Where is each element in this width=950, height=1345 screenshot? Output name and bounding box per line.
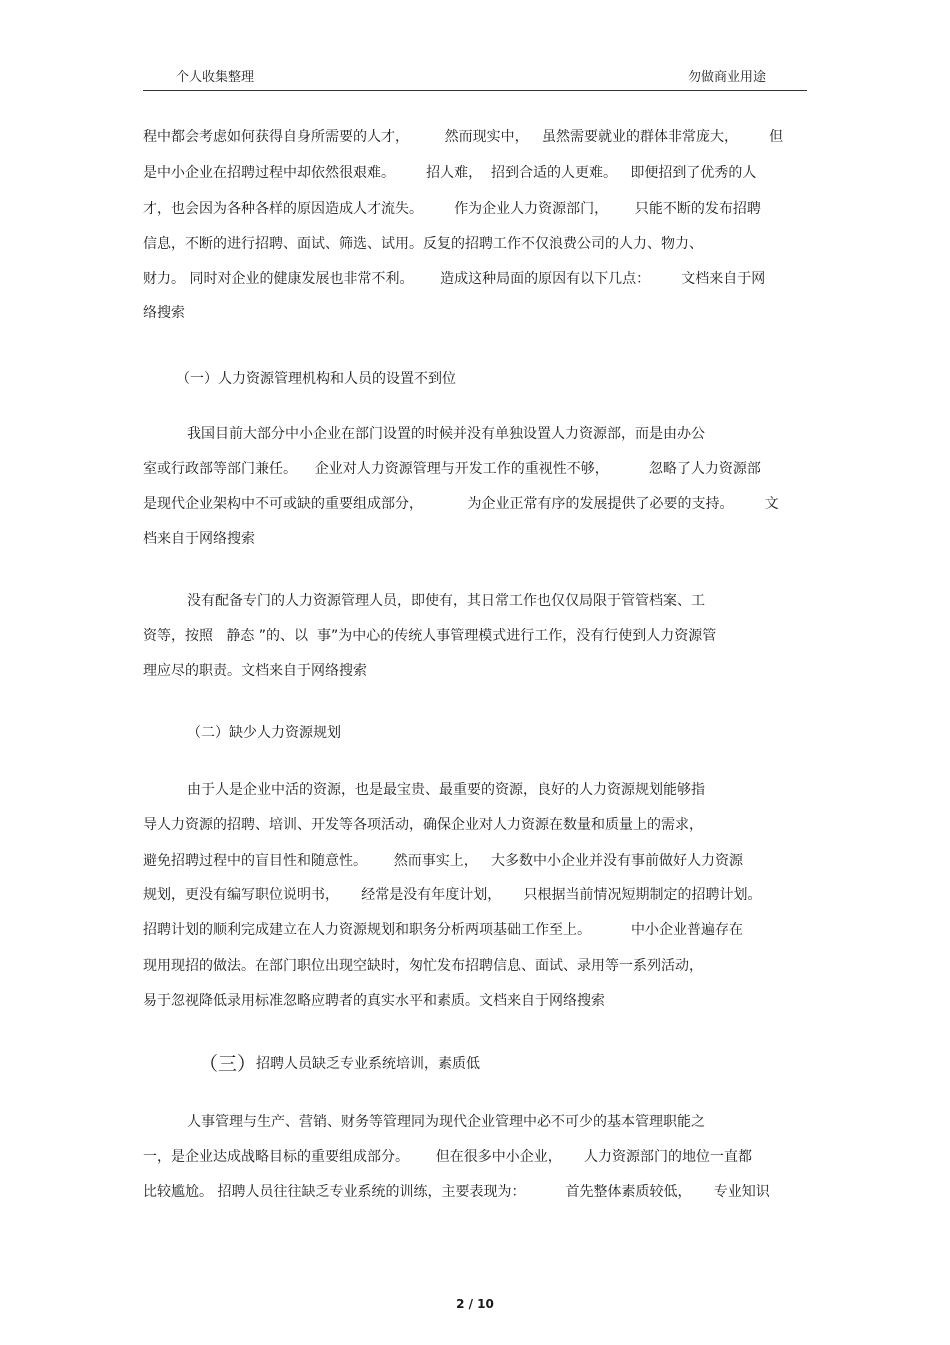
paragraph-line: 络搜索 — [143, 305, 185, 321]
paragraph-line: 易于忽视降低录用标准忽略应聘者的真实水平和素质。文档来自于网络搜索 — [143, 993, 605, 1009]
header-rule — [143, 90, 807, 91]
paragraph-line: 是现代企业架构中不可或缺的重要组成部分， 为企业正常有序的发展提供了必要的支持。 文 — [143, 496, 779, 512]
paragraph-line: 招聘计划的顺利完成建立在人力资源规划和职务分析两项基础工作至上。 中小企业普遍存在 — [143, 922, 744, 938]
section-heading-3-text: 招聘人员缺乏专业系统培训，素质低 — [256, 1056, 480, 1072]
paragraph-line: 理应尽的职责。文档来自于网络搜索 — [143, 663, 367, 679]
paragraph-line: 人事管理与生产、营销、财务等管理同为现代企业管理中必不可少的基本管理职能之 — [187, 1114, 705, 1130]
paragraph-line: 由于人是企业中活的资源，也是最宝贵、最重要的资源，良好的人力资源规划能够指 — [187, 782, 705, 798]
page-header-left: 个人收集整理 — [176, 70, 255, 85]
paragraph-line: 现用现招的做法。在部门职位出现空缺时，匆忙发布招聘信息、面试、录用等一系列活动， — [143, 958, 703, 974]
paragraph-line: 才，也会因为各种各样的原因造成人才流失。 作为企业人力资源部门， 只能不断的发布招聘 — [143, 201, 761, 217]
paragraph-line: 避免招聘过程中的盲目性和随意性。 然而事实上， 大多数中小企业并没有事前做好人力资源 — [143, 853, 744, 869]
section-heading-3-number: （三） — [199, 1053, 257, 1075]
paragraph-line: 资等，按照 静态 ”的、以 事”为中心的传统人事管理模式进行工作，没有行使到人力资源管 — [143, 628, 717, 644]
paragraph-line: 信息，不断的进行招聘、面试、筛选、试用。反复的招聘工作不仅浪费公司的人力、物力、 — [143, 236, 703, 252]
paragraph-line: 我国目前大部分中小企业在部门设置的时候并没有单独设置人力资源部，而是由办公 — [187, 426, 705, 442]
paragraph-line: 程中都会考虑如何获得自身所需要的人才， 然而现实中， 虽然需要就业的群体非常庞大， 但 — [143, 129, 784, 145]
paragraph-line: 导人力资源的招聘、培训、开发等各项活动，确保企业对人力资源在数量和质量上的需求， — [143, 817, 703, 833]
paragraph-line: 财力。 同时对企业的健康发展也非常不利。 造成这种局面的原因有以下几点： 文档来自于网 — [143, 271, 766, 287]
paragraph-line: 没有配备专门的人力资源管理人员，即使有，其日常工作也仅仅局限于管管档案、工 — [187, 593, 705, 609]
page-number: 2 / 10 — [456, 1297, 494, 1311]
paragraph-line: 比较尴尬。 招聘人员往往缺乏专业系统的训练，主要表现为： 首先整体素质较低， 专业知识 — [143, 1184, 770, 1200]
paragraph-line: 一，是企业达成战略目标的重要组成部分。 但在很多中小企业， 人力资源部门的地位一直都 — [143, 1149, 752, 1165]
section-heading-1: （一）人力资源管理机构和人员的设置不到位 — [176, 371, 456, 387]
section-heading-2: （二）缺少人力资源规划 — [187, 725, 341, 741]
paragraph-line: 规划，更没有编写职位说明书， 经常是没有年度计划， 只根据当前情况短期制定的招聘计划。 — [143, 887, 762, 903]
page-header-right: 勿做商业用途 — [688, 70, 767, 85]
paragraph-line: 室或行政部等部门兼任。 企业对人力资源管理与开发工作的重视性不够， 忽略了人力资源部 — [143, 461, 761, 477]
paragraph-line: 是中小企业在招聘过程中却依然很艰难。 招人难， 招到合适的人更难。 即便招到了优秀的人 — [143, 165, 757, 181]
paragraph-line: 档来自于网络搜索 — [143, 531, 255, 547]
